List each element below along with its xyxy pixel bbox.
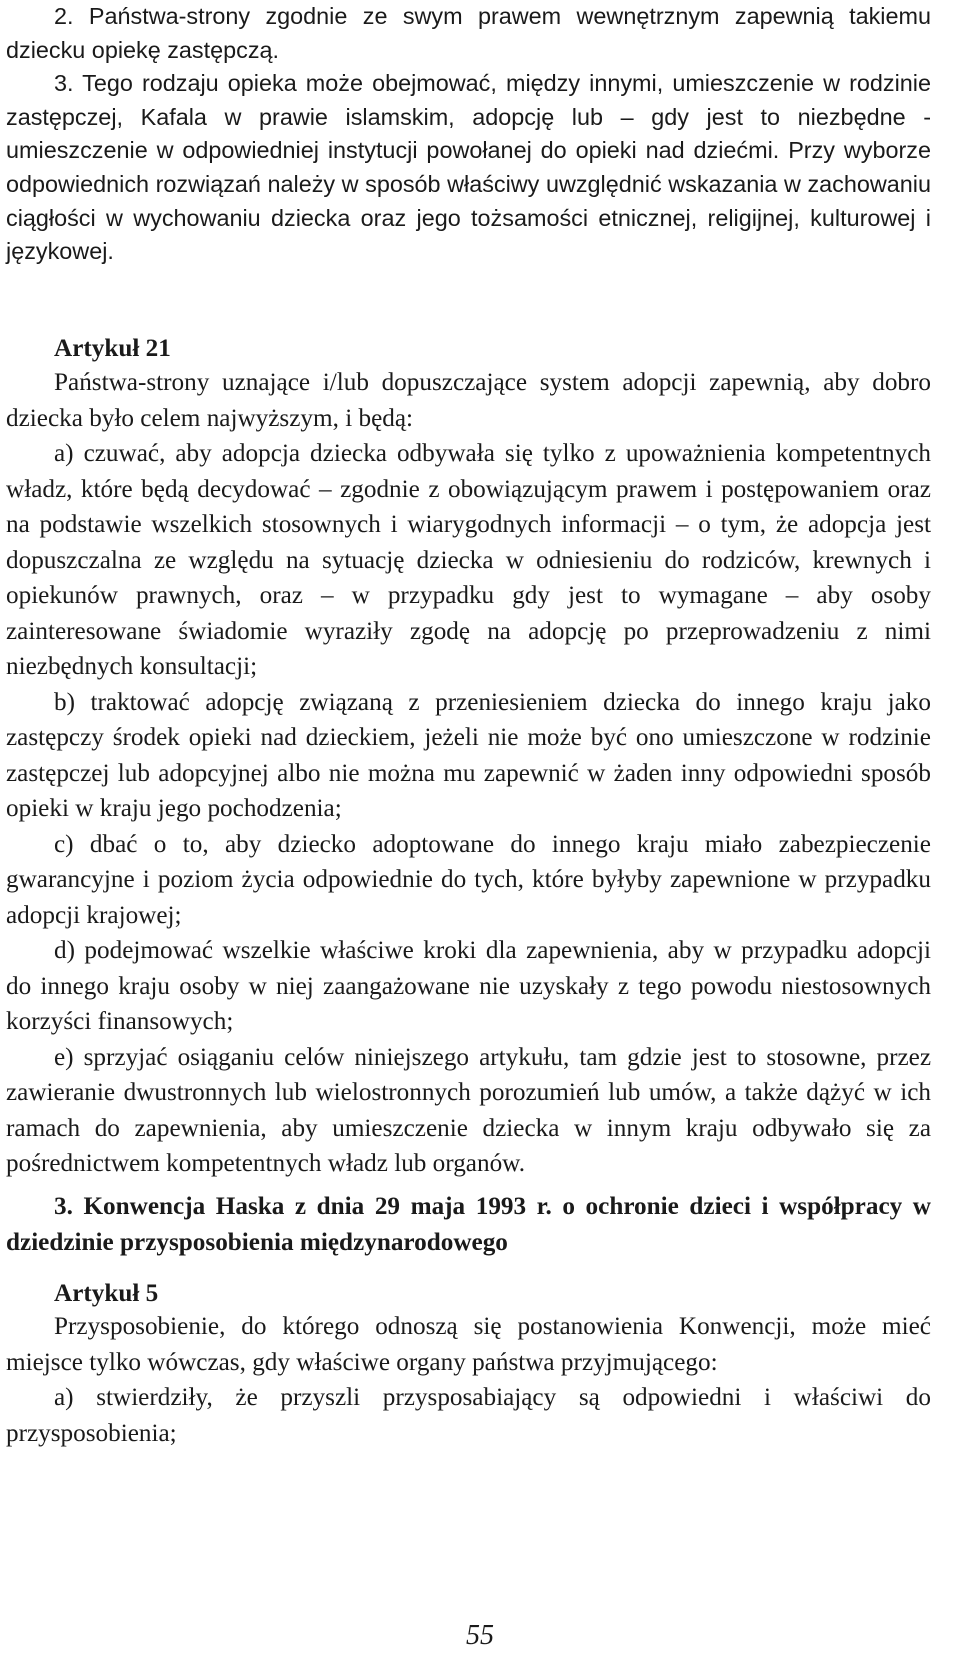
article-21-item-a: a) czuwać, aby adopcja dziecka odbywała się tylko z upoważnienia kompetentnych władz, które będą decydować – zgodnie z obowiązującym prawem i postępowaniem oraz na podstawie wszelkich stosownych i wiarygodnych informacji – o tym, że adopcja jest dopuszczalna ze względu na sytuację dziecka w odniesieniu do rodziców, krewnych i opiekunów prawnych, oraz – w przypadku gdy jest to wymagane – aby osoby zainteresowane świadomie wyraziły zgodę na adopcję po przeprowadzeniu z nimi niezbędnych konsultacji; (6, 440, 931, 680)
convention-article-20-continuation (6, 0, 931, 269)
article-21-item-c: c) dbać o to, aby dziecko adoptowane do innego kraju miało zabezpieczenie gwarancyjne i poziom życia odpowiednie do tych, które byłyby zapewnione w przypadku adopcji krajowej; (6, 830, 931, 929)
paragraph-2: 2. Państwa-strony zgodnie ze swym prawem wewnętrznym zapewnią takiemu dziecku opiekę zastępczą. (6, 3, 931, 63)
paragraph-3: 3. Tego rodzaju opieka może obejmować, między innymi, umieszczenie w rodzinie zastępczej, Kafala w prawie islamskim, adopcję lub – gdy jest to niezbędne - umieszczenie w odpowiedniej instytucji powołanej do opieki nad dziećmi. Przy wyborze odpowiednich rozwiązań należy w sposób właściwy uwzględnić wskazania w zachowaniu ciągłości w wychowaniu dziecka oraz jego tożsamości etnicznej, religijnej, kulturowej i językowej. (6, 70, 931, 265)
article-5-intro: Przysposobienie, do którego odnoszą się postanowienia Konwencji, może mieć miejsce tylko wówczas, gdy właściwe organy państwa przyjmującego: (6, 1313, 931, 1376)
article-21-heading: Artykuł 21 (54, 335, 171, 362)
article-5-item-a: a) stwierdziły, że przyszli przysposabiający są odpowiedni i właściwi do przysposobienia; (6, 1384, 931, 1447)
article-21-item-b: b) traktować adopcję związaną z przeniesieniem dziecka do innego kraju jako zastępczy środek opieki nad dzieckiem, jeżeli nie może być ono umieszczone w rodzinie zastępczej lub adopcyjnej albo nie można mu zapewnić w żaden inny odpowiedni sposób opieki w kraju jego pochodzenia; (6, 688, 931, 822)
article-21-body (6, 365, 931, 1182)
article-21-item-e: e) sprzyjać osiąganiu celów niniejszego artykułu, tam gdzie jest to stosowne, przez zawieranie dwustronnych lub wielostronnych porozumień lub umów, a także dążyć w ich ramach do zapewnienia, aby umieszczenie dziecka w innym kraju odbywało się za pośrednictwem kompetentnych władz lub organów. (6, 1043, 931, 1177)
article-5-body (6, 1309, 931, 1451)
article-5-heading: Artykuł 5 (54, 1280, 159, 1307)
page-number: 55 (466, 1620, 494, 1651)
article-21-intro: Państwa-strony uznające i/lub dopuszczające system adopcji zapewnią, aby dobro dziecka było celem najwyższym, i będą: (6, 369, 931, 432)
section-3-title: 3. Konwencja Haska z dnia 29 maja 1993 r. o ochronie dzieci i współpracy w dziedzinie przysposobienia międzynarodowego (6, 1193, 931, 1256)
article-21-item-d: d) podejmować wszelkie właściwe kroki dla zapewnienia, aby w przypadku adopcji do innego kraju osoby w niej zaangażowane nie uzyskały z tego powodu niestosownych korzyści finansowych; (6, 937, 931, 1035)
